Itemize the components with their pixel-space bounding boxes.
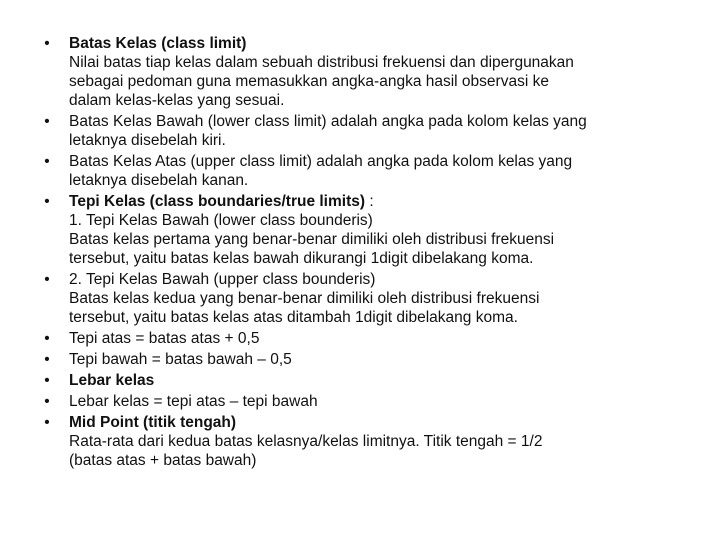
item-line: Lebar kelas = tepi atas – tepi bawah	[69, 393, 318, 410]
bullet-icon: •	[44, 372, 50, 389]
item-line: Lebar kelas	[69, 372, 155, 389]
bullet-item-class-boundaries	[40, 192, 680, 268]
bullet-item-mid-point	[40, 413, 680, 470]
item-line: Nilai batas tiap kelas dalam sebuah distribusi frekuensi dan dipergunakan	[69, 54, 574, 71]
item-line: (batas atas + batas bawah)	[69, 452, 257, 469]
item-line: Tepi atas = batas atas + 0,5	[69, 330, 260, 347]
bullet-icon: •	[44, 271, 50, 288]
item-line: Rata-rata dari kedua batas kelasnya/kelas limitnya. Titik tengah = 1/2	[69, 433, 543, 450]
item-line: sebagai pedoman guna memasukkan angka-angka hasil observasi ke	[69, 73, 549, 90]
bullet-item-upper-boundary	[40, 270, 680, 327]
item-line: letaknya disebelah kanan.	[69, 172, 249, 189]
bullet-item-lebar-kelas-heading	[40, 371, 680, 390]
bullet-icon: •	[44, 393, 50, 410]
bullet-item-lebar-kelas-formula	[40, 392, 680, 411]
bullet-item-tepi-atas	[40, 329, 680, 348]
bullet-icon: •	[44, 35, 50, 52]
item-line: Batas Kelas Bawah (lower class limit) adalah angka pada kolom kelas yang	[69, 113, 587, 130]
item-line: Tepi bawah = batas bawah – 0,5	[69, 351, 292, 368]
item-line: dalam kelas-kelas yang sesuai.	[69, 92, 285, 109]
bullet-icon: •	[44, 193, 50, 210]
item-line: letaknya disebelah kiri.	[69, 132, 226, 149]
item-line: Batas Kelas (class limit)	[69, 35, 247, 52]
bullet-icon: •	[44, 113, 50, 130]
bullet-item-lower-class-limit	[40, 112, 680, 150]
item-line: 1. Tepi Kelas Bawah (lower class bounderis)	[69, 212, 373, 229]
item-line: Tepi Kelas (class boundaries/true limits) :	[69, 193, 374, 210]
bullet-icon: •	[44, 414, 50, 431]
bullet-item-tepi-bawah	[40, 350, 680, 369]
item-line: Batas Kelas Atas (upper class limit) adalah angka pada kolom kelas yang	[69, 153, 573, 170]
bullet-icon: •	[44, 330, 50, 347]
item-line: Batas kelas pertama yang benar-benar dimiliki oleh distribusi frekuensi	[69, 231, 555, 248]
item-line: Mid Point (titik tengah)	[69, 414, 237, 431]
item-line: 2. Tepi Kelas Bawah (upper class bounderis)	[69, 271, 376, 288]
bullet-item-upper-class-limit	[40, 152, 680, 190]
bullet-icon: •	[44, 153, 50, 170]
item-line: tersebut, yaitu batas kelas atas ditambah 1digit dibelakang koma.	[69, 309, 518, 326]
item-line: Batas kelas kedua yang benar-benar dimiliki oleh distribusi frekuensi	[69, 290, 540, 307]
bullet-icon: •	[44, 351, 50, 368]
bullet-list	[40, 34, 680, 472]
item-line: tersebut, yaitu batas kelas bawah dikurangi 1digit dibelakang koma.	[69, 250, 534, 267]
bullet-item-class-limit	[40, 34, 680, 110]
